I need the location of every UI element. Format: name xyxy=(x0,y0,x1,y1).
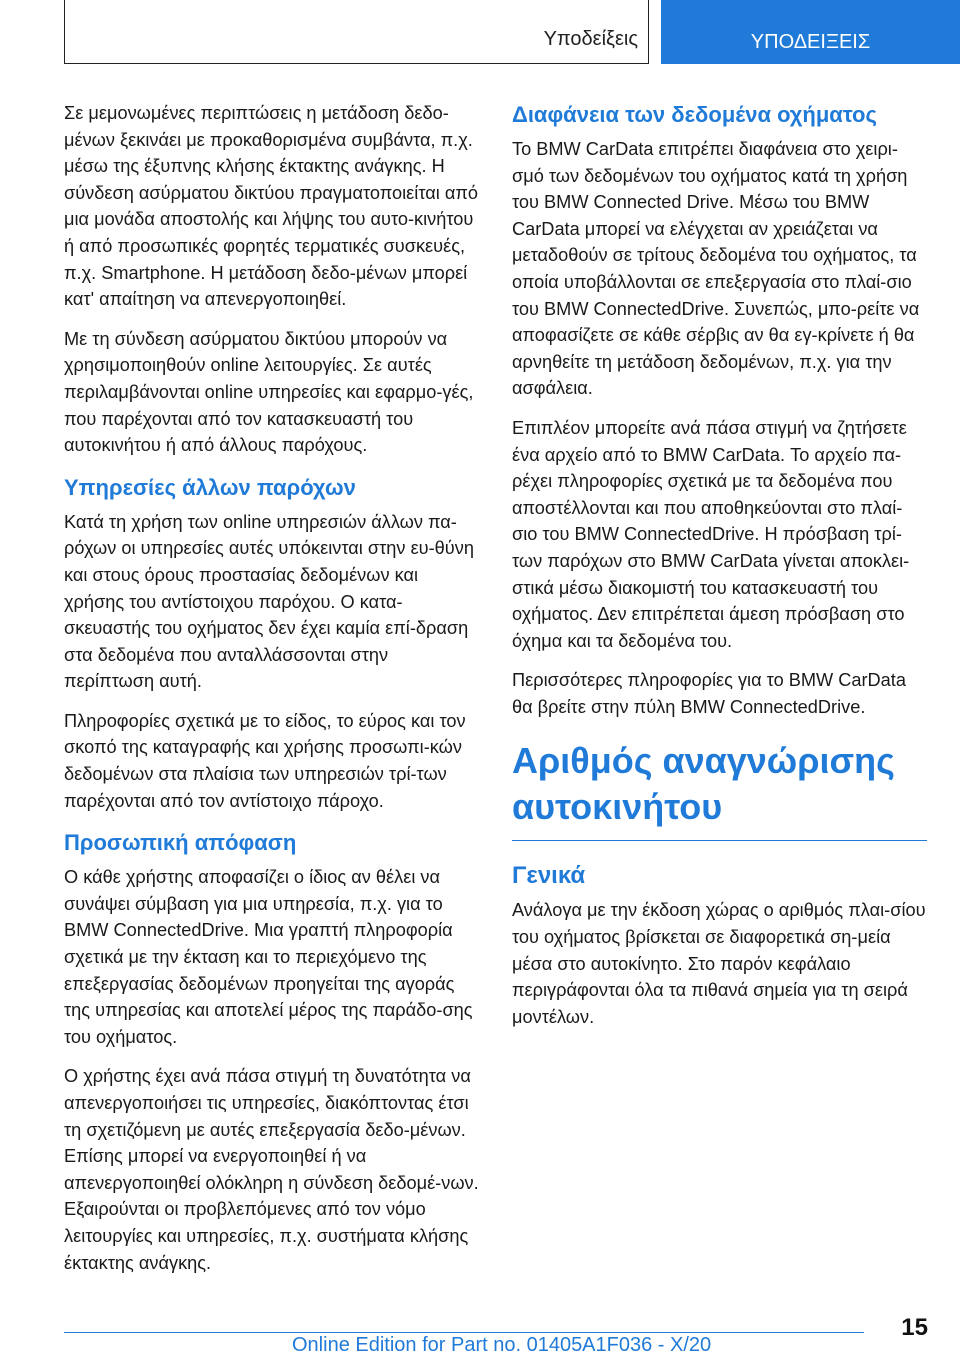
footer-divider xyxy=(64,1332,864,1333)
paragraph: Ανάλογα με την έκδοση χώρας ο αριθμός πλαι-σίου του οχήματος βρίσκεται σε διαφορετικά ση-μεία μέσα στο αυτοκίνητο. Στο παρόν κεφάλαιο περιγράφονται όλα τα πιθανά σημεία για τη σειρά μοντέλων. xyxy=(512,900,926,1027)
left-column xyxy=(64,100,479,1289)
paragraph: Κατά τη χρήση των online υπηρεσιών άλλων πα-ρόχων οι υπηρεσίες αυτές υπόκεινται στην ευ-θύνη και στους όρους προστασίας δεδομένων και χρήσης του αντίστοιχου παρόχου. Ο κατα-σκευαστής του οχήματος δεν έχει καμία επί-δραση στα δεδομένα που ανταλλάσσονται στην περίπτωση αυτή. xyxy=(64,511,474,692)
footer-edition: Online Edition for Part no. 01405A1F036 - X/20 xyxy=(292,1334,712,1356)
paragraph: Σε μεμονωμένες περιπτώσεις η μετάδοση δεδο-μένων ξεκινάει με προκαθορισμένα συμβάντα, π.χ. μέσω της έξυπνης κλήσης έκτακτης ανάγκης. Η σύνδεση ασύρματου δικτύου πραγματοποιείται από μια μονάδα αποστολής και λήψης του αυτο-κινήτου ή από προσωπικές φορητές τερματικές συσκευές, π.χ. Smartphone. Η μετάδοση δεδο-μένων μπορεί κατ' απαίτηση να απενεργοποιηθεί. xyxy=(64,103,479,310)
heading-vehicle-identification-number: Αριθμός αναγνώρισης αυτοκινήτου xyxy=(512,738,927,841)
chapter-tab: ΥΠΟΔΕΙΞΕΙΣ xyxy=(661,0,960,64)
heading-general: Γενικά xyxy=(512,862,586,890)
paragraph: Το BMW CarData επιτρέπει διαφάνεια στο χειρι-σμό των δεδομένων του οχήματος κατά τη χρήση του BMW Connected Drive. Μέσω του BMW CarData μπορεί να ελέγχεται αν χρειάζεται να μεταδοθούν σε τρίτους δεδομένα του οχήματος, τα οποία υποβάλλονται σε επεξεργασία στο πλαί-σιο του BMW ConnectedDrive. Συνεπώς, μπο-ρείτε να αποφασίζετε σε κάθε σέρβις αν θα εγ-κρίνετε ή θα αρνηθείτε τη μετάδοση δεδομένων, π.χ. για την ασφάλεια. xyxy=(512,139,920,399)
paragraph: Περισσότερες πληροφορίες για το BMW CarData θα βρείτε στην πύλη BMW ConnectedDrive. xyxy=(512,670,906,717)
heading-data-transparency: Διαφάνεια των δεδομένα οχήματος xyxy=(512,102,877,127)
paragraph: Ο χρήστης έχει ανά πάσα στιγμή τη δυνατότητα να απενεργοποιήσει τις υπηρεσίες, διακόπτοντας έτσι τη σχετιζόμενη με αυτές επεξεργασία δεδο-μένων. Επίσης μπορεί να ενεργοποιηθεί ή να απενεργοποιηθεί ολόκληρη η σύνδεση δεδομέ-νων. Εξαιρούνται οι προβλεπόμενες από τον νόμο λειτουργίες και υπηρεσίες, π.χ. συστήματα κλήσης έκτακτης ανάγκης. xyxy=(64,1066,479,1273)
paragraph: Πληροφορίες σχετικά με το είδος, το εύρος και τον σκοπό της καταγραφής και χρήσης προσωπι-κών δεδομένων στα πλαίσια των υπηρεσιών τρί-των παρέχονται από τον αντίστοιχο πάροχο. xyxy=(64,710,466,811)
header-frame xyxy=(64,0,649,64)
paragraph: Επιπλέον μπορείτε ανά πάσα στιγμή να ζητήσετε ένα αρχείο από το BMW CarData. Το αρχείο πα-ρέχει πληροφορίες σχετικά με τα δεδομένα που αποστέλλονται και που αποθηκεύονται στο πλαί-σιο του BMW ConnectedDrive. Η πρόσβαση τρί-των παρόχων στο BMW CarData γίνεται αποκλει-στικά μέσω διακομιστή του κατασκευαστή του οχήματος. Δεν επιτρέπεται άμεση πρόσβαση στο όχημα και τα δεδομένα του. xyxy=(512,417,910,651)
page-number: 15 xyxy=(901,1314,928,1341)
paragraph: Ο κάθε χρήστης αποφασίζει ο ίδιος αν θέλει να συνάψει σύμβαση για μια υπηρεσία, π.χ. για το BMW ConnectedDrive. Μια γραπτή πληροφορία σχετικά με την έκταση και το περιεχόμενο της επεξεργασίας δεδομένων προηγείται της αγοράς της υπηρεσίας και αποτελεί μέρος της παράδο-σης του οχήματος. xyxy=(64,867,473,1047)
heading-personal-decision: Προσωπική απόφαση xyxy=(64,830,297,856)
paragraph: Με τη σύνδεση ασύρματου δικτύου μπορούν να χρησιμοποιηθούν online λειτουργίες. Σε αυτές περιλαμβάνονται online υπηρεσίες και εφαρμο-γές, που παρέχονται από τον κατασκευαστή του αυτοκινήτου ή από άλλους παρόχους. xyxy=(64,328,474,456)
right-column xyxy=(512,100,927,1043)
heading-third-party-services: Υπηρεσίες άλλων παρόχων xyxy=(64,474,356,500)
section-label: Υποδείξεις xyxy=(543,28,638,50)
